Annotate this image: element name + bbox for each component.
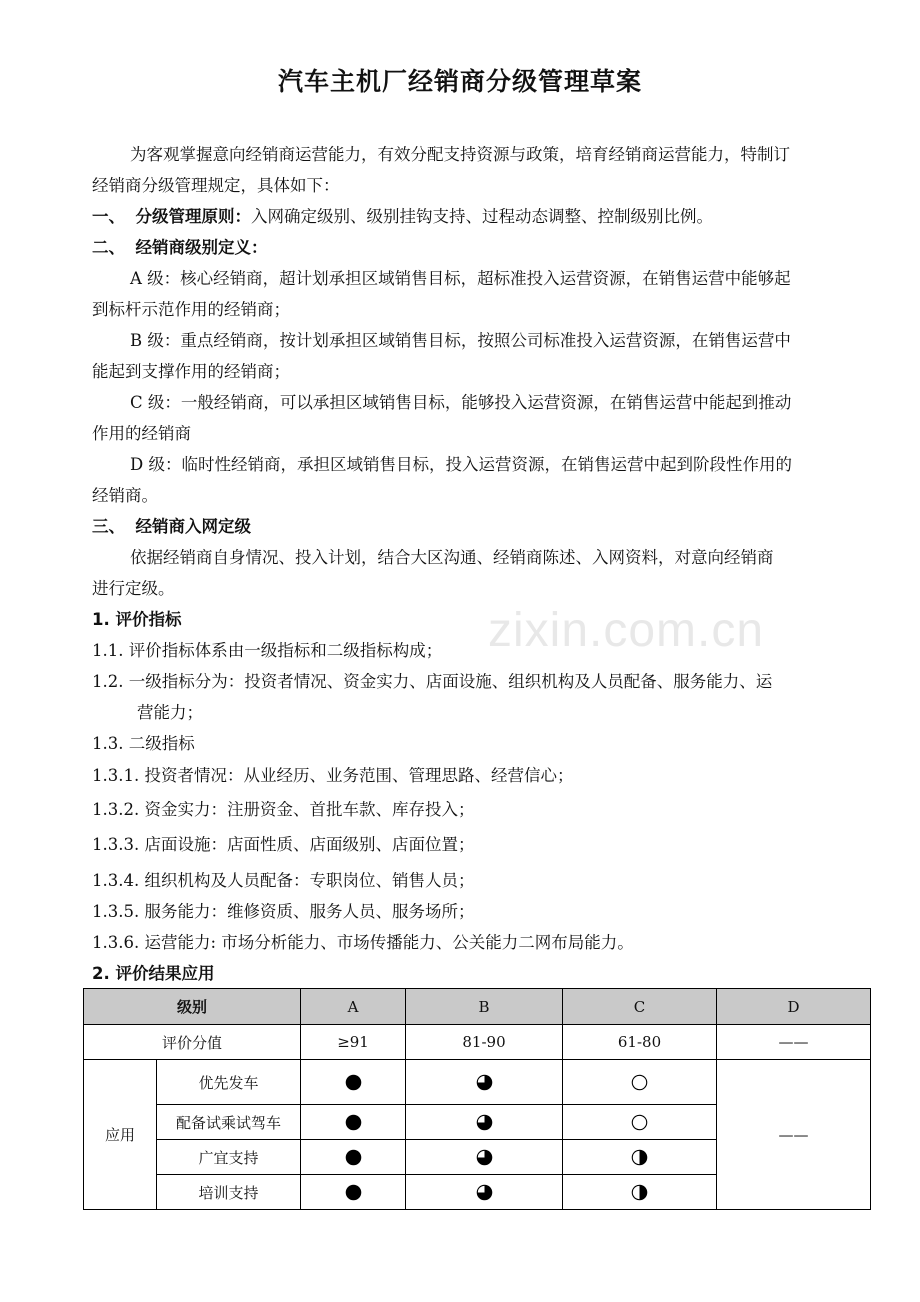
partial-circle-icon [631,1184,648,1201]
score-d: —— [717,1025,871,1060]
page-title: 汽车主机厂经销商分级管理草案 [277,67,642,96]
score-label: 评价分值 [84,1025,301,1060]
item-1-3-4: 1.3.4. 组织机构及人员配备：专职岗位、销售人员； [92,871,475,890]
header-c: C [563,989,717,1025]
support-symbol [406,1175,563,1210]
grade-a-line-2: 到标杆示范作用的经销商； [92,300,290,319]
support-symbol [563,1140,717,1175]
apply-row-label: 配备试乘试驾车 [157,1105,301,1140]
score-b: 81-90 [406,1025,563,1060]
apply-label: 应用 [84,1060,157,1210]
item-1-3-2: 1.3.2. 资金实力：注册资金、首批车款、库存投入； [92,800,475,819]
grade-b-line-2: 能起到支撑作用的经销商； [92,362,290,381]
filled-circle-icon [345,1149,362,1166]
section-3-para-line-2: 进行定级。 [92,579,175,598]
section-3-para-line-1: 依据经销商自身情况、投入计划，结合大区沟通、经销商陈述、入网资料，对意向经销商 [130,548,774,567]
subsection-1-heading: 1. 评价指标 [92,610,182,629]
section-3 [92,515,251,539]
grade-c-line-2: 作用的经销商 [92,424,191,443]
intro-line-1: 为客观掌握意向经销商运营能力，有效分配支持资源与政策，培育经销商运营能力，特制订 [130,145,790,164]
subsection-2-heading: 2. 评价结果应用 [92,964,215,983]
header-level: 级别 [84,989,301,1025]
support-symbol [563,1105,717,1140]
support-symbol [563,1175,717,1210]
section-3-heading: 经销商入网定级 [135,517,251,536]
section-2-heading: 经销商级别定义： [135,238,268,257]
apply-row-label: 优先发车 [157,1060,301,1105]
item-1-3-3: 1.3.3. 店面设施：店面性质、店面级别、店面位置； [92,835,475,854]
item-1-1: 1.1. 评价指标体系由一级指标和二级指标构成； [92,641,443,660]
section-1-heading: 分级管理原则： [135,207,251,226]
section-3-number: 三、 [92,517,125,536]
support-symbol [563,1060,717,1105]
grading-table [83,988,871,1210]
partial-circle-icon [631,1149,648,1166]
section-1 [92,205,713,229]
support-symbol [406,1060,563,1105]
partial-circle-icon [476,1114,493,1131]
score-a: ≥91 [301,1025,406,1060]
apply-row-0 [84,1060,871,1105]
grade-c-line-1: C 级：一般经销商，可以承担区域销售目标，能够投入运营资源，在销售运营中能起到推动 [130,393,792,412]
grade-d-line-2: 经销商。 [92,486,158,505]
empty-circle-icon [631,1114,648,1131]
apply-row-label: 培训支持 [157,1175,301,1210]
item-1-3-5: 1.3.5. 服务能力：维修资质、服务人员、服务场所； [92,902,475,921]
apply-row-label: 广宜支持 [157,1140,301,1175]
header-d: D [717,989,871,1025]
header-b: B [406,989,563,1025]
support-symbol [406,1140,563,1175]
section-1-text: 入网确定级别、级别挂钩支持、过程动态调整、控制级别比例。 [251,207,713,226]
partial-circle-icon [476,1149,493,1166]
partial-circle-icon [476,1184,493,1201]
section-2 [92,236,268,260]
support-symbol [301,1105,406,1140]
grade-b-line-1: B 级：重点经销商，按计划承担区域销售目标，按照公司标准投入运营资源，在销售运营中 [130,331,791,350]
grade-a-line-1: A 级：核心经销商，超计划承担区域销售目标，超标准投入运营资源，在销售运营中能够起 [130,269,791,288]
partial-circle-icon [476,1074,493,1091]
section-1-number: 一、 [92,207,125,226]
support-symbol [301,1175,406,1210]
table-header-row [84,989,871,1025]
support-symbol [301,1140,406,1175]
intro-line-2: 经销商分级管理规定，具体如下： [92,176,340,195]
score-row [84,1025,871,1060]
item-1-3-1: 1.3.1. 投资者情况：从业经历、业务范围、管理思路、经营信心； [92,766,574,785]
support-symbol [301,1060,406,1105]
score-c: 61-80 [563,1025,717,1060]
item-1-3: 1.3. 二级指标 [92,734,195,753]
filled-circle-icon [345,1074,362,1091]
header-a: A [301,989,406,1025]
item-1-2-line-2: 营能力； [137,703,203,722]
apply-d: —— [717,1060,871,1210]
filled-circle-icon [345,1184,362,1201]
item-1-2-line-1: 1.2. 一级指标分为：投资者情况、资金实力、店面设施、组织机构及人员配备、服务能力、运 [92,672,773,691]
empty-circle-icon [631,1074,648,1091]
grade-d-line-1: D 级：临时性经销商，承担区域销售目标，投入运营资源，在销售运营中起到阶段性作用的 [130,455,792,474]
support-symbol [406,1105,563,1140]
item-1-3-6: 1.3.6. 运营能力: 市场分析能力、市场传播能力、公关能力二网布局能力。 [92,933,634,952]
section-2-number: 二、 [92,238,125,257]
watermark: zixin.com.cn [488,604,765,657]
filled-circle-icon [345,1114,362,1131]
